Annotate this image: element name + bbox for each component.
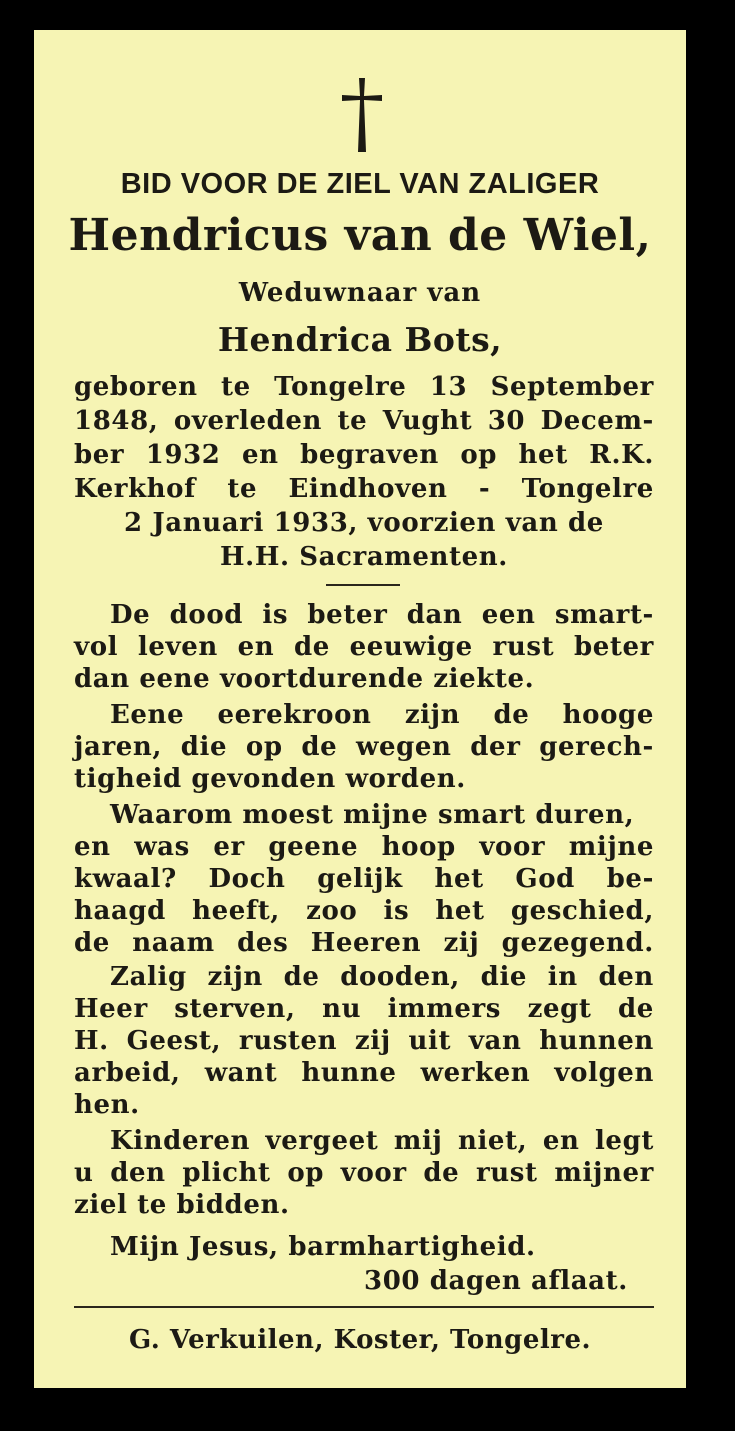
- word: rusten: [238, 1026, 338, 1056]
- word: hooge: [562, 700, 654, 730]
- word: de: [293, 632, 330, 662]
- prayer-intro: BID VOOR DE ZIEL VAN ZALIGER: [120, 168, 600, 200]
- word: dan: [406, 600, 463, 630]
- text-line: [74, 632, 654, 664]
- text-line: [74, 440, 654, 472]
- word: -: [478, 474, 491, 504]
- text-line: Waarom moest mijne smart duren,: [110, 800, 635, 830]
- word: Tongelre: [521, 474, 654, 504]
- text-line: [110, 600, 654, 632]
- word: gelijk: [317, 864, 403, 894]
- word: September: [490, 372, 654, 402]
- text-line: [74, 732, 654, 764]
- word: werken: [420, 1058, 531, 1088]
- word: de: [283, 962, 320, 992]
- word: te: [220, 372, 251, 402]
- word: vergeet: [265, 1126, 379, 1156]
- word: Heeren: [310, 928, 422, 958]
- word: beter: [307, 600, 388, 630]
- relation-label: Weduwnaar van: [238, 278, 482, 308]
- word: zijn: [404, 700, 461, 730]
- word: plicht: [182, 1158, 271, 1188]
- word: volgen: [554, 1058, 654, 1088]
- word: gezegend.: [501, 928, 654, 958]
- text-line: 2 Januari 1933, voorzien van de: [124, 508, 604, 538]
- word: Tongelre: [274, 372, 407, 402]
- word: Decem-: [540, 406, 654, 436]
- word: Kinderen: [110, 1126, 251, 1156]
- text-line: [74, 406, 654, 438]
- word: arbeid,: [74, 1058, 181, 1088]
- text-line: Mijn Jesus, barmhartigheid.: [110, 1232, 536, 1262]
- word: Geest,: [126, 1026, 222, 1056]
- text-line: [74, 928, 654, 960]
- text-line: [110, 700, 654, 732]
- word: beter: [573, 632, 654, 662]
- text-line: [74, 372, 654, 404]
- word: en: [241, 440, 279, 470]
- word: Eene: [110, 700, 185, 730]
- word: 1932: [145, 440, 221, 470]
- word: geschied,: [510, 896, 654, 926]
- word: want: [204, 1058, 278, 1088]
- word: geene: [268, 832, 359, 862]
- word: Kerkhof: [74, 474, 196, 504]
- word: Zalig: [110, 962, 187, 992]
- word: niet,: [457, 1126, 528, 1156]
- word: zoo: [306, 896, 358, 926]
- word: jaren,: [74, 732, 163, 762]
- word: die: [480, 962, 528, 992]
- word: en: [542, 1126, 580, 1156]
- word: R.K.: [589, 440, 654, 470]
- word: haagd: [74, 896, 166, 926]
- text-line: [74, 994, 654, 1026]
- word: is: [383, 896, 410, 926]
- word: vol: [74, 632, 119, 662]
- word: op: [460, 440, 498, 470]
- long-divider: [74, 1306, 654, 1308]
- word: is: [262, 600, 289, 630]
- word: er: [213, 832, 245, 862]
- short-divider: [326, 584, 400, 586]
- word: dood: [169, 600, 244, 630]
- word: en: [237, 632, 275, 662]
- word: 1848,: [74, 406, 159, 436]
- text-line: [74, 896, 654, 928]
- word: legt: [594, 1126, 654, 1156]
- word: leven: [137, 632, 218, 662]
- text-line: [74, 832, 654, 864]
- word: eerekroon: [217, 700, 372, 730]
- word: was: [134, 832, 190, 862]
- text-line: H.H. Sacramenten.: [220, 542, 508, 572]
- word: Doch: [208, 864, 286, 894]
- word: de: [493, 700, 530, 730]
- word: te: [227, 474, 258, 504]
- text-line: [74, 1026, 654, 1058]
- word: uit: [408, 1026, 452, 1056]
- word: geboren: [74, 372, 198, 402]
- word: immers: [387, 994, 502, 1024]
- word: naam: [132, 928, 215, 958]
- word: zij: [354, 1026, 391, 1056]
- word: begraven: [300, 440, 439, 470]
- word: hunnen: [539, 1026, 654, 1056]
- text-line: [74, 1158, 654, 1190]
- word: te: [337, 406, 368, 436]
- word: in: [547, 962, 578, 992]
- text-line: [110, 962, 654, 994]
- word: ber: [74, 440, 125, 470]
- memorial-card: [34, 30, 686, 1388]
- text-line: tigheid gevonden worden.: [74, 764, 466, 794]
- word: voor: [340, 1158, 407, 1188]
- word: nu: [322, 994, 362, 1024]
- word: 30: [487, 406, 526, 436]
- word: de: [74, 928, 110, 958]
- word: des: [237, 928, 289, 958]
- word: wegen: [356, 732, 452, 762]
- word: be-: [606, 864, 654, 894]
- text-line: [110, 1126, 654, 1158]
- word: u: [74, 1158, 94, 1188]
- text-line: [74, 1058, 654, 1090]
- word: mij: [393, 1126, 443, 1156]
- word: den: [598, 962, 654, 992]
- word: De: [110, 600, 151, 630]
- word: het: [435, 896, 485, 926]
- word: mijner: [554, 1158, 654, 1188]
- spouse-name: Hendrica Bots,: [217, 320, 503, 359]
- word: de: [423, 1158, 460, 1188]
- word: dooden,: [340, 962, 460, 992]
- word: rust: [476, 1158, 538, 1188]
- text-line: dan eene voortdurende ziekte.: [74, 664, 535, 694]
- word: den: [110, 1158, 166, 1188]
- word: een: [481, 600, 536, 630]
- word: en: [74, 832, 111, 862]
- word: God: [515, 864, 575, 894]
- word: het: [434, 864, 484, 894]
- word: hunne: [301, 1058, 397, 1088]
- word: hoop: [381, 832, 456, 862]
- word: op: [245, 732, 283, 762]
- word: de: [301, 732, 338, 762]
- word: rust: [492, 632, 555, 662]
- text-line: ziel te bidden.: [74, 1190, 290, 1220]
- word: zijn: [207, 962, 263, 992]
- word: overleden: [173, 406, 323, 436]
- word: die: [180, 732, 228, 762]
- word: de: [618, 994, 654, 1024]
- word: Vught: [382, 406, 473, 436]
- word: van: [468, 1026, 522, 1056]
- text-line: hen.: [74, 1090, 140, 1120]
- word: voor: [479, 832, 546, 862]
- word: H.: [74, 1026, 109, 1056]
- word: gerech-: [539, 732, 654, 762]
- word: Heer: [74, 994, 148, 1024]
- word: Eindhoven: [288, 474, 448, 504]
- word: op: [287, 1158, 325, 1188]
- word: het: [518, 440, 568, 470]
- text-line: [74, 864, 654, 896]
- word: 13: [429, 372, 468, 402]
- text-line: [74, 474, 654, 506]
- word: zegt: [527, 994, 592, 1024]
- printer-credit: G. Verkuilen, Koster, Tongelre.: [128, 1325, 592, 1355]
- word: der: [470, 732, 521, 762]
- word: heeft,: [192, 896, 280, 926]
- cross-icon: [339, 74, 385, 158]
- word: sterven,: [174, 994, 296, 1024]
- word: zij: [443, 928, 480, 958]
- word: kwaal?: [74, 864, 177, 894]
- deceased-name: Hendricus van de Wiel,: [68, 210, 652, 261]
- word: mijne: [568, 832, 654, 862]
- word: eeuwige: [349, 632, 473, 662]
- word: smart-: [554, 600, 654, 630]
- text-line: 300 dagen aflaat.: [364, 1266, 628, 1296]
